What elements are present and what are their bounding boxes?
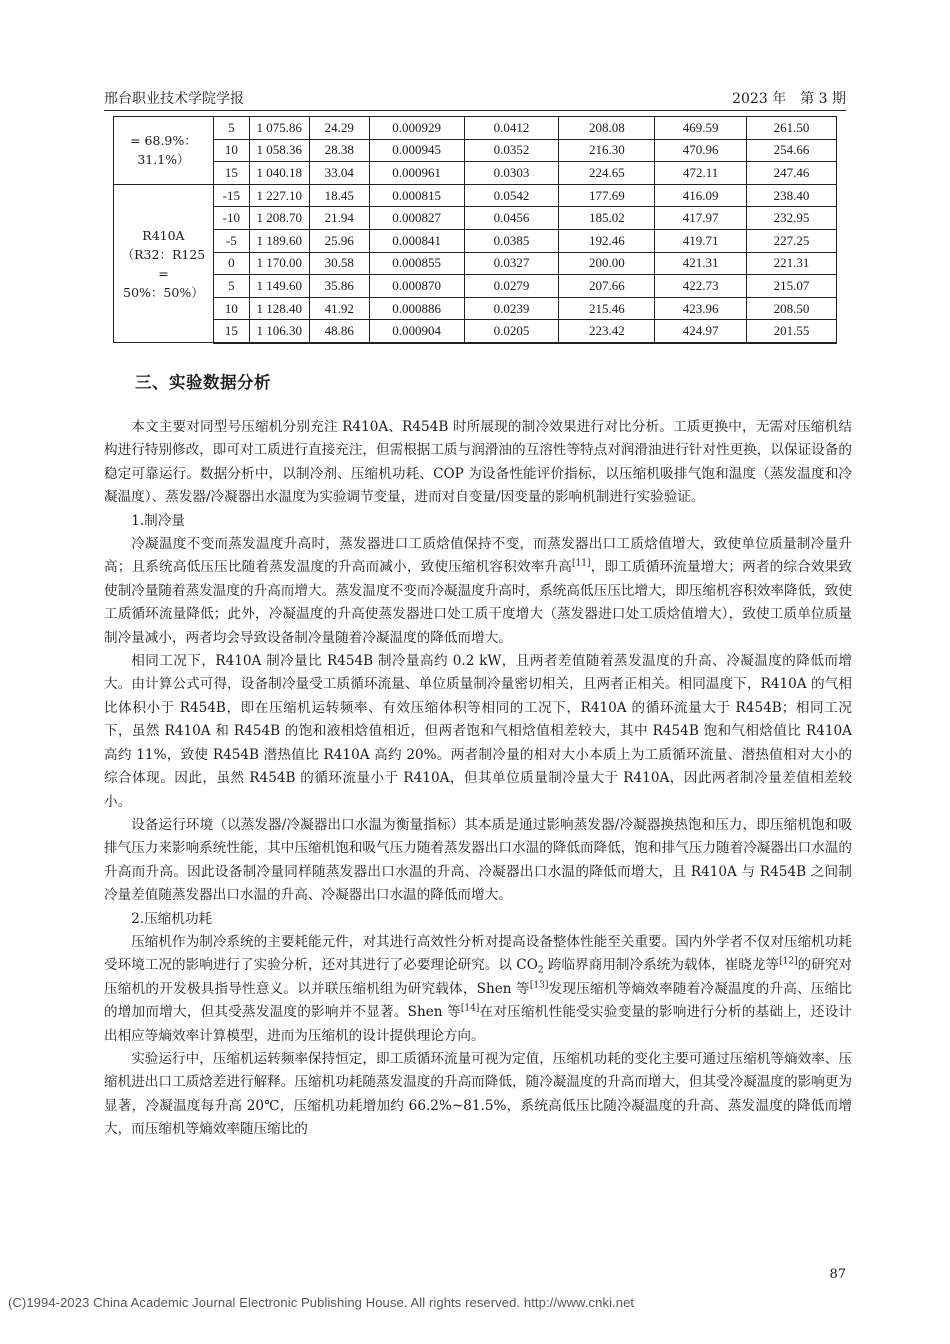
- table-cell: 25.96: [309, 229, 369, 252]
- table-cell: 421.31: [655, 252, 747, 275]
- table-cell: 238.40: [747, 184, 837, 207]
- table-cell: 469.59: [655, 117, 747, 140]
- table-row: [114, 252, 837, 275]
- table-cell: 0.0327: [464, 252, 559, 275]
- table-row: [114, 229, 837, 252]
- table-cell: 1 128.40: [249, 297, 309, 320]
- subsection-heading: 1.制冷量: [131, 512, 185, 529]
- table-cell: 24.29: [309, 117, 369, 140]
- table-cell: 417.97: [655, 207, 747, 230]
- table-cell: 221.31: [747, 252, 837, 275]
- table-cell: 10: [213, 139, 249, 162]
- table-cell: 216.30: [559, 139, 655, 162]
- paragraph: 冷凝温度不变而蒸发温度升高时，蒸发器进口工质焓值保持不变，而蒸发器出口工质焓值增大，致使单位质量制冷量升高；且系统高低压压比随着蒸发温度的升高而减小，致使压缩机容积效率升高[11]，即工质循环流量增大；两者的综合效果致使制冷量随着蒸发温度的升高而增大。蒸发温度不变而冷凝温度升高时，系统高低压压比增大，即压缩机容积效率降低，致使工质循环流量降低；此外，冷凝温度的升高使蒸发器进口处工质干度增大（蒸发器进口处工质焓值增大），致使工质单位质量制冷量减小，两者均会导致设备制冷量随着冷凝温度的降低而增大。: [104, 536, 853, 646]
- table-cell: 0.0303: [464, 162, 559, 185]
- paragraph: 压缩机作为制冷系统的主要耗能元件，对其进行高效性分析对提高设备整体性能至关重要。国内外学者不仅对压缩机功耗受环境工况的影响进行了实验分析，还对其进行了必要理论研究。以 $CO_2$ 跨临界商用制冷系统为载体，崔晓龙等[12]的研究对压缩机的开发极具指导性意义。以并联压缩机组为研究载体，Shen 等[13]发现压缩机等熵效率随着冷凝温度的升高、压缩比的增加而增大，但其受蒸发温度的影响并不显著。Shen 等[14]在对压缩机性能受实验变量的影响进行分析的基础上，还设计出相应等熵效率计算模型，进而为压缩机的设计提供理论方向。: [104, 933, 853, 1044]
- table-cell: 0.000929: [369, 117, 464, 140]
- table-cell: 1 208.70: [249, 207, 309, 230]
- paragraph: 设备运行环境（以蒸发器/冷凝器出口水温为衡量指标）其本质是通过影响蒸发器/冷凝器换热饱和压力，即压缩机饱和吸排气压力来影响系统性能，其中压缩机饱和吸气压力随着蒸发器出口水温的降低而降低，饱和排气压力随着冷凝器出口水温的升高而升高。因此设备制冷量同样随蒸发器出口水温的升高、冷凝器出口水温的降低而增大，且 R410A 与 R454B 之间制冷量差值随蒸发器出口水温的升高、冷凝器出口水温的降低而增大。: [104, 816, 852, 904]
- section-title: 三、实验数据分析: [135, 373, 271, 392]
- table-cell: 0.000945: [369, 139, 464, 162]
- table-cell: 5: [213, 117, 249, 140]
- table-cell: 215.46: [559, 297, 655, 320]
- table-cell: 0.0456: [464, 207, 559, 230]
- table-cell: 1 149.60: [249, 275, 309, 298]
- table-cell: 18.45: [309, 184, 369, 207]
- table-cell: 185.02: [559, 207, 655, 230]
- page-number: 87: [829, 1267, 846, 1282]
- table-cell: 423.96: [655, 297, 747, 320]
- table-cell: -10: [213, 207, 249, 230]
- table-cell: 208.08: [559, 117, 655, 140]
- table-cell: 424.97: [655, 320, 747, 343]
- journal-name: 邢台职业技术学院学报: [104, 91, 244, 107]
- paragraph: 相同工况下，R410A 制冷量比 R454B 制冷量高约 0.2 kW，且两者差值随着蒸发温度的升高、冷凝温度的降低而增大。由计算公式可得，设备制冷量受工质循环流量、单位质量制冷量密切相关，且两者正相关。相同温度下，R410A 的气相比体积小于 R454B，即在压缩机运转频率、有效压缩体积等相同的工况下，R410A 的循环流量大于 R454B；相同工况下，虽然 R410A 和 R454B 的饱和液相焓值相近，但两者饱和气相焓值相差较大，其中 R454B 饱和气相焓值比 R410A 高约 11%，致使 R454B 潜热值比 R410A 高约 20%。两者制冷量的相对大小本质上为工质循环流量、潜热值相对大小的综合体现。因此，虽然 R454B 的循环流量小于 R410A，但其单位质量制冷量大于 R410A，因此两者制冷量差值相差较小。: [104, 653, 852, 810]
- table-cell: 41.92: [309, 297, 369, 320]
- table-cell: 33.04: [309, 162, 369, 185]
- table-row: [114, 162, 837, 185]
- paragraph: 实验运行中，压缩机运转频率保持恒定，即工质循环流量可视为定值，压缩机功耗的变化主要可通过压缩机等熵效率、压缩机进出口工质焓差进行解释。压缩机功耗随蒸发温度的升高而降低，随冷凝温度的升高而增大，但其受冷凝温度的影响更为显著，冷凝温度每升高 20℃，压缩机功耗增加约 66.2%~81.5%，系统高低压比随冷凝温度的升高、蒸发温度的降低而增大，而压缩机等熵效率随压缩比的: [104, 1050, 852, 1138]
- table-cell: 0.000886: [369, 297, 464, 320]
- table-cell: 1 058.36: [249, 139, 309, 162]
- table-row: [114, 207, 837, 230]
- table-cell: 0.000827: [369, 207, 464, 230]
- paragraph: 本文主要对同型号压缩机分别充注 R410A、R454B 时所展现的制冷效果进行对比分析。工质更换中，无需对压缩机结构进行特别修改，即可对工质进行直接充注，但需根据工质与润滑油的互溶性等特点对润滑油进行针对性更换，以保证设备的稳定可靠运行。数据分析中，以制冷剂、压缩机功耗、COP 为设备性能评价指标，以压缩机吸排气饱和温度（蒸发温度和冷凝温度）、蒸发器/冷凝器出水温度为实验调节变量，进而对自变量/因变量的影响机制进行实验验证。: [104, 419, 852, 506]
- table-cell: 192.46: [559, 229, 655, 252]
- table-cell: 215.07: [747, 275, 837, 298]
- table-cell: 416.09: [655, 184, 747, 207]
- subsection-heading: 2.压缩机功耗: [131, 910, 213, 927]
- table-cell: 208.50: [747, 297, 837, 320]
- table-cell: 207.66: [559, 275, 655, 298]
- refrigerant-group-label: = 68.9%： 31.1%）: [114, 117, 214, 185]
- table-row: [114, 139, 837, 162]
- table-cell: 0.000855: [369, 252, 464, 275]
- table-cell: -15: [213, 184, 249, 207]
- table-cell: 232.95: [747, 207, 837, 230]
- table-cell: 0.0385: [464, 229, 559, 252]
- table-row: [114, 297, 837, 320]
- table-cell: 201.55: [747, 320, 837, 343]
- table-cell: 0.0352: [464, 139, 559, 162]
- table-cell: 0.000961: [369, 162, 464, 185]
- table-cell: 470.96: [655, 139, 747, 162]
- table-cell: 21.94: [309, 207, 369, 230]
- table-cell: 422.73: [655, 275, 747, 298]
- table-cell: 1 170.00: [249, 252, 309, 275]
- table-cell: 200.00: [559, 252, 655, 275]
- refrigerant-group-label: R410A （R32：R125 = 50%：50%）: [114, 184, 214, 343]
- table-cell: 1 227.10: [249, 184, 309, 207]
- table-cell: 48.86: [309, 320, 369, 343]
- running-header: [104, 84, 846, 111]
- table-cell: 0.0279: [464, 275, 559, 298]
- table-cell: 28.38: [309, 139, 369, 162]
- table-cell: 419.71: [655, 229, 747, 252]
- table-cell: 15: [213, 162, 249, 185]
- table-cell: 35.86: [309, 275, 369, 298]
- table-cell: 0: [213, 252, 249, 275]
- table-cell: 247.46: [747, 162, 837, 185]
- table-cell: 0.0412: [464, 117, 559, 140]
- table-row: [114, 320, 837, 343]
- table-cell: 224.65: [559, 162, 655, 185]
- table-row: [114, 275, 837, 298]
- table-cell: 1 106.30: [249, 320, 309, 343]
- table-cell: 0.000841: [369, 229, 464, 252]
- table-cell: 1 075.86: [249, 117, 309, 140]
- table-cell: 0.0239: [464, 297, 559, 320]
- table-row: [114, 184, 837, 207]
- table-cell: 177.69: [559, 184, 655, 207]
- table-cell: 1 189.60: [249, 229, 309, 252]
- table-cell: 227.25: [747, 229, 837, 252]
- table-cell: 0.0205: [464, 320, 559, 343]
- table-cell: 30.58: [309, 252, 369, 275]
- data-table: [113, 116, 837, 344]
- table-cell: 0.000870: [369, 275, 464, 298]
- table-cell: 472.11: [655, 162, 747, 185]
- table-cell: 10: [213, 297, 249, 320]
- issue-info: 2023 年 第 3 期: [732, 91, 846, 107]
- table-cell: 223.42: [559, 320, 655, 343]
- body-text: [104, 416, 852, 1142]
- table-cell: -5: [213, 229, 249, 252]
- table-cell: 5: [213, 275, 249, 298]
- table-cell: 261.50: [747, 117, 837, 140]
- table-cell: 15: [213, 320, 249, 343]
- table-cell: 254.66: [747, 139, 837, 162]
- copyright-footer: (C)1994-2023 China Academic Journal Electronic Publishing House. All rights reserved. http://www.cnki.net: [8, 1295, 635, 1310]
- table-cell: 0.000815: [369, 184, 464, 207]
- table-cell: 0.000904: [369, 320, 464, 343]
- table-cell: 1 040.18: [249, 162, 309, 185]
- table-row: [114, 117, 837, 140]
- table-cell: 0.0542: [464, 184, 559, 207]
